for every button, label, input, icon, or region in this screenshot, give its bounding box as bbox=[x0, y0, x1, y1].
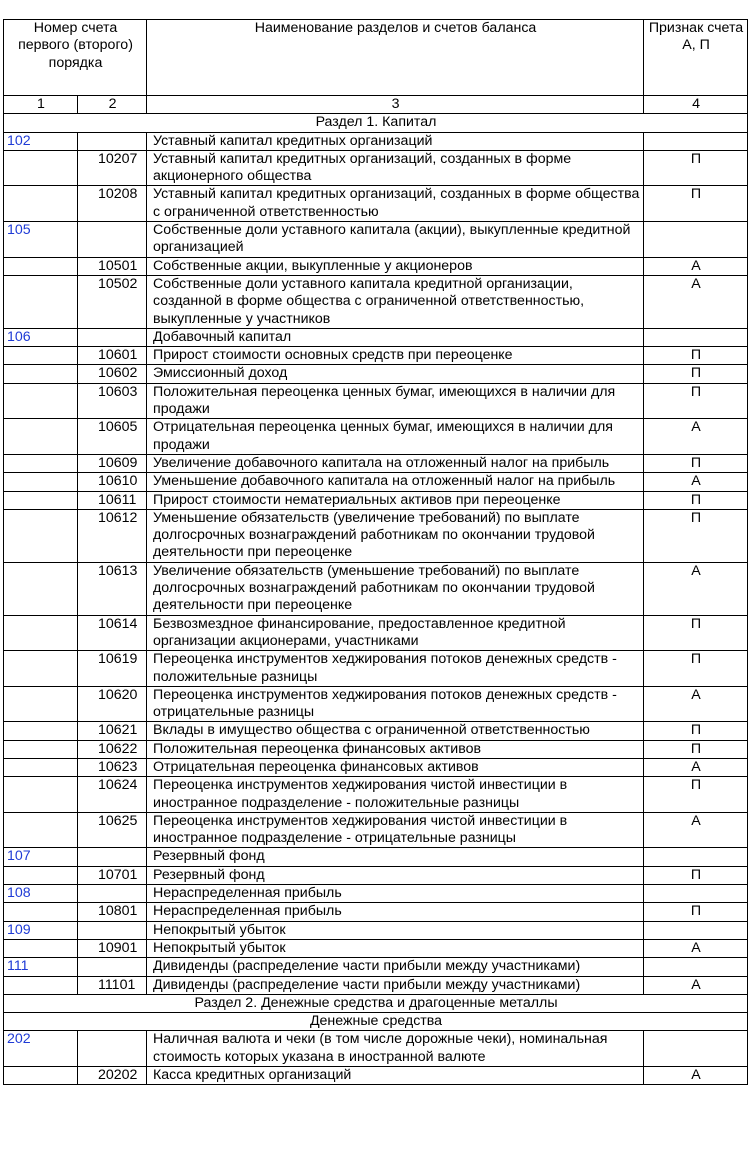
table-row bbox=[4, 651, 748, 687]
account-name: Безвозмездное финансирование, предоставленное кредитной организации акционерами, участниками bbox=[147, 615, 644, 651]
section-header-row bbox=[4, 994, 748, 1012]
second-order-account: 10901 bbox=[78, 939, 147, 957]
first-order-account bbox=[4, 615, 78, 651]
table-row bbox=[4, 686, 748, 722]
account-sign: П bbox=[644, 383, 748, 419]
first-order-account bbox=[4, 365, 78, 383]
second-order-account bbox=[78, 328, 147, 346]
first-order-account bbox=[4, 758, 78, 776]
account-name: Уменьшение добавочного капитала на отложенный налог на прибыль bbox=[147, 473, 644, 491]
second-order-account: 10624 bbox=[78, 777, 147, 813]
account-sign: А bbox=[644, 419, 748, 455]
table-row bbox=[4, 615, 748, 651]
second-order-account: 10614 bbox=[78, 615, 147, 651]
account-name: Касса кредитных организаций bbox=[147, 1067, 644, 1085]
first-order-account bbox=[4, 257, 78, 275]
table-row bbox=[4, 722, 748, 740]
table-row bbox=[4, 885, 748, 903]
first-order-account bbox=[4, 454, 78, 472]
first-order-account bbox=[4, 491, 78, 509]
account-sign bbox=[644, 885, 748, 903]
table-row bbox=[4, 150, 748, 186]
account-sign: А bbox=[644, 939, 748, 957]
account-sign: П bbox=[644, 740, 748, 758]
table-row bbox=[4, 921, 748, 939]
account-sign bbox=[644, 328, 748, 346]
first-order-account bbox=[4, 651, 78, 687]
table-row bbox=[4, 903, 748, 921]
account-name: Уставный капитал кредитных организаций, созданных в форме общества с ограниченной ответственностью bbox=[147, 186, 644, 222]
second-order-account: 10601 bbox=[78, 347, 147, 365]
account-sign: П bbox=[644, 491, 748, 509]
account-sign: А bbox=[644, 812, 748, 848]
second-order-account: 10501 bbox=[78, 257, 147, 275]
first-order-account bbox=[4, 275, 78, 328]
table-row bbox=[4, 939, 748, 957]
second-order-account: 10208 bbox=[78, 186, 147, 222]
account-name: Собственные доли уставного капитала (акции), выкупленные кредитной организацией bbox=[147, 222, 644, 258]
account-sign: П bbox=[644, 866, 748, 884]
account-sign bbox=[644, 958, 748, 976]
first-order-account bbox=[4, 562, 78, 615]
account-name: Прирост стоимости основных средств при переоценке bbox=[147, 347, 644, 365]
table-row bbox=[4, 777, 748, 813]
first-order-account bbox=[4, 939, 78, 957]
account-name: Переоценка инструментов хеджирования чистой инвестиции в иностранное подразделение - отрицательные разницы bbox=[147, 812, 644, 848]
second-order-account: 10602 bbox=[78, 365, 147, 383]
second-order-account: 20202 bbox=[78, 1067, 147, 1085]
second-order-account: 10625 bbox=[78, 812, 147, 848]
account-name: Эмиссионный доход bbox=[147, 365, 644, 383]
section-title: Денежные средства bbox=[4, 1013, 748, 1031]
first-order-account bbox=[4, 686, 78, 722]
section-header-row bbox=[4, 114, 748, 132]
second-order-account: 10605 bbox=[78, 419, 147, 455]
account-sign: А bbox=[644, 257, 748, 275]
second-order-account: 10207 bbox=[78, 150, 147, 186]
first-order-account bbox=[4, 976, 78, 994]
column-number-2: 2 bbox=[78, 96, 147, 114]
table-row bbox=[4, 812, 748, 848]
column-number-1: 1 bbox=[4, 96, 78, 114]
first-order-account bbox=[4, 383, 78, 419]
account-sign: П bbox=[644, 722, 748, 740]
account-name: Уставный капитал кредитных организаций, созданных в форме акционерного общества bbox=[147, 150, 644, 186]
account-name: Резервный фонд bbox=[147, 866, 644, 884]
account-name: Отрицательная переоценка ценных бумаг, имеющихся в наличии для продажи bbox=[147, 419, 644, 455]
table-row bbox=[4, 419, 748, 455]
table-row bbox=[4, 848, 748, 866]
second-order-account: 10701 bbox=[78, 866, 147, 884]
table-row bbox=[4, 365, 748, 383]
second-order-account bbox=[78, 848, 147, 866]
account-name: Вклады в имущество общества с ограниченной ответственностью bbox=[147, 722, 644, 740]
first-order-account bbox=[4, 866, 78, 884]
account-name: Положительная переоценка ценных бумаг, имеющихся в наличии для продажи bbox=[147, 383, 644, 419]
second-order-account: 10622 bbox=[78, 740, 147, 758]
account-name: Дивиденды (распределение части прибыли между участниками) bbox=[147, 958, 644, 976]
first-order-account bbox=[4, 1067, 78, 1085]
account-name: Добавочный капитал bbox=[147, 328, 644, 346]
header-account-number: Номер счета первого (второго) порядка bbox=[4, 20, 147, 96]
account-name: Уменьшение обязательств (увеличение требований) по выплате долгосрочных вознаграждений работникам по окончании трудовой деятельности при переоценке bbox=[147, 509, 644, 562]
account-sign bbox=[644, 1031, 748, 1067]
account-sign: А bbox=[644, 473, 748, 491]
second-order-account: 10611 bbox=[78, 491, 147, 509]
account-name: Прирост стоимости нематериальных активов при переоценке bbox=[147, 491, 644, 509]
account-sign: П bbox=[644, 454, 748, 472]
first-order-account[interactable]: 109 bbox=[4, 921, 78, 939]
account-sign: А bbox=[644, 1067, 748, 1085]
account-name: Переоценка инструментов хеджирования потоков денежных средств - положительные разницы bbox=[147, 651, 644, 687]
first-order-account[interactable]: 102 bbox=[4, 132, 78, 150]
first-order-account bbox=[4, 903, 78, 921]
first-order-account[interactable]: 106 bbox=[4, 328, 78, 346]
second-order-account: 10801 bbox=[78, 903, 147, 921]
table-row bbox=[4, 1067, 748, 1085]
account-sign: А bbox=[644, 275, 748, 328]
account-name: Переоценка инструментов хеджирования чистой инвестиции в иностранное подразделение - положительные разницы bbox=[147, 777, 644, 813]
account-sign: П bbox=[644, 186, 748, 222]
second-order-account: 10603 bbox=[78, 383, 147, 419]
account-sign: П bbox=[644, 777, 748, 813]
section-header-row bbox=[4, 1013, 748, 1031]
account-name: Резервный фонд bbox=[147, 848, 644, 866]
column-numbers-row bbox=[4, 96, 748, 114]
second-order-account: 10619 bbox=[78, 651, 147, 687]
first-order-account[interactable]: 105 bbox=[4, 222, 78, 258]
account-name: Переоценка инструментов хеджирования потоков денежных средств - отрицательные разницы bbox=[147, 686, 644, 722]
account-sign bbox=[644, 132, 748, 150]
header-account-sign: Признак счета А, П bbox=[644, 20, 748, 96]
table-row bbox=[4, 328, 748, 346]
second-order-account: 10609 bbox=[78, 454, 147, 472]
first-order-account bbox=[4, 419, 78, 455]
table-header-row bbox=[4, 20, 748, 96]
account-sign: П bbox=[644, 365, 748, 383]
table-row bbox=[4, 473, 748, 491]
second-order-account: 10612 bbox=[78, 509, 147, 562]
account-sign: П bbox=[644, 903, 748, 921]
second-order-account bbox=[78, 222, 147, 258]
section-title: Раздел 1. Капитал bbox=[4, 114, 748, 132]
account-name: Отрицательная переоценка финансовых активов bbox=[147, 758, 644, 776]
column-number-4: 4 bbox=[644, 96, 748, 114]
second-order-account bbox=[78, 132, 147, 150]
account-sign: А bbox=[644, 976, 748, 994]
table-row bbox=[4, 958, 748, 976]
account-name: Собственные акции, выкупленные у акционеров bbox=[147, 257, 644, 275]
account-name: Положительная переоценка финансовых активов bbox=[147, 740, 644, 758]
account-name: Непокрытый убыток bbox=[147, 921, 644, 939]
table-row bbox=[4, 275, 748, 328]
table-row bbox=[4, 132, 748, 150]
table-row bbox=[4, 976, 748, 994]
table-row bbox=[4, 758, 748, 776]
first-order-account bbox=[4, 509, 78, 562]
table-row bbox=[4, 383, 748, 419]
account-name: Увеличение обязательств (уменьшение требований) по выплате долгосрочных вознаграждений работникам по окончании трудовой деятельности при переоценке bbox=[147, 562, 644, 615]
account-name: Уставный капитал кредитных организаций bbox=[147, 132, 644, 150]
account-sign: П bbox=[644, 150, 748, 186]
first-order-account bbox=[4, 186, 78, 222]
balance-accounts-table bbox=[3, 19, 748, 1085]
second-order-account bbox=[78, 885, 147, 903]
table-row bbox=[4, 222, 748, 258]
account-sign: А bbox=[644, 686, 748, 722]
first-order-account bbox=[4, 347, 78, 365]
second-order-account: 10623 bbox=[78, 758, 147, 776]
table-row bbox=[4, 740, 748, 758]
header-account-name: Наименование разделов и счетов баланса bbox=[147, 20, 644, 96]
table-row bbox=[4, 1031, 748, 1067]
first-order-account bbox=[4, 150, 78, 186]
first-order-account bbox=[4, 473, 78, 491]
account-sign bbox=[644, 921, 748, 939]
account-name: Нераспределенная прибыль bbox=[147, 903, 644, 921]
account-sign: П bbox=[644, 347, 748, 365]
account-name: Нераспределенная прибыль bbox=[147, 885, 644, 903]
account-sign: П bbox=[644, 651, 748, 687]
first-order-account bbox=[4, 722, 78, 740]
table-row bbox=[4, 509, 748, 562]
account-name: Увеличение добавочного капитала на отложенный налог на прибыль bbox=[147, 454, 644, 472]
table-row bbox=[4, 186, 748, 222]
second-order-account: 10610 bbox=[78, 473, 147, 491]
table-row bbox=[4, 257, 748, 275]
table-row bbox=[4, 454, 748, 472]
account-name: Дивиденды (распределение части прибыли между участниками) bbox=[147, 976, 644, 994]
second-order-account bbox=[78, 958, 147, 976]
second-order-account bbox=[78, 1031, 147, 1067]
account-sign: А bbox=[644, 758, 748, 776]
second-order-account: 11101 bbox=[78, 976, 147, 994]
section-title: Раздел 2. Денежные средства и драгоценные металлы bbox=[4, 994, 748, 1012]
first-order-account bbox=[4, 812, 78, 848]
account-sign: П bbox=[644, 509, 748, 562]
account-sign bbox=[644, 222, 748, 258]
first-order-account bbox=[4, 777, 78, 813]
table-row bbox=[4, 347, 748, 365]
account-name: Собственные доли уставного капитала кредитной организации, созданной в форме общества с ограниченной ответственностью, выкупленные у участников bbox=[147, 275, 644, 328]
first-order-account[interactable]: 107 bbox=[4, 848, 78, 866]
second-order-account: 10621 bbox=[78, 722, 147, 740]
second-order-account: 10502 bbox=[78, 275, 147, 328]
second-order-account bbox=[78, 921, 147, 939]
second-order-account: 10620 bbox=[78, 686, 147, 722]
first-order-account bbox=[4, 740, 78, 758]
account-name: Наличная валюта и чеки (в том числе дорожные чеки), номинальная стоимость которых указана в иностранной валюте bbox=[147, 1031, 644, 1067]
first-order-account[interactable]: 108 bbox=[4, 885, 78, 903]
first-order-account[interactable]: 111 bbox=[4, 958, 78, 976]
account-sign: П bbox=[644, 615, 748, 651]
account-name: Непокрытый убыток bbox=[147, 939, 644, 957]
table-row bbox=[4, 562, 748, 615]
table-row bbox=[4, 491, 748, 509]
first-order-account[interactable]: 202 bbox=[4, 1031, 78, 1067]
account-sign bbox=[644, 848, 748, 866]
table-row bbox=[4, 866, 748, 884]
column-number-3: 3 bbox=[147, 96, 644, 114]
second-order-account: 10613 bbox=[78, 562, 147, 615]
account-sign: А bbox=[644, 562, 748, 615]
